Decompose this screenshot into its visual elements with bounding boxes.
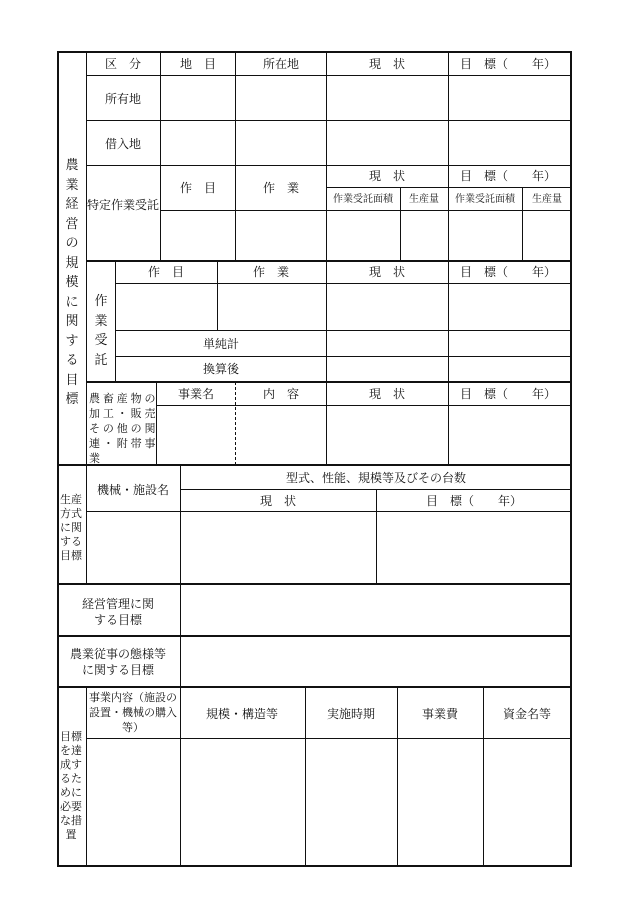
divider-section4 <box>57 686 572 688</box>
tokutei-qty2: 生産量 <box>532 194 562 205</box>
method-mokuhyo: 目 標（ 年） <box>425 494 523 508</box>
sj-mokuhyo: 目 標（ 年） <box>459 265 557 279</box>
col-line <box>326 51 327 261</box>
col-line <box>180 465 181 584</box>
kako-label: 農畜産物の加工・販売その他の関連・附帯事業 <box>89 392 156 465</box>
col-line <box>180 585 181 687</box>
row-line <box>115 283 572 284</box>
tokutei-sakumoku: 作 目 <box>179 181 217 195</box>
row-line <box>160 210 572 211</box>
col-line <box>326 382 327 465</box>
side-title-measures: 目標を達成するために必要な措置 <box>60 730 82 841</box>
m-jigyohi: 事業費 <box>421 707 459 721</box>
header-kubun: 区 分 <box>104 57 142 71</box>
header-shozaichi: 所在地 <box>262 57 300 71</box>
kako-mokuhyo: 目 標（ 年） <box>459 387 557 401</box>
row-line <box>86 260 572 262</box>
col-line <box>448 261 449 382</box>
col-line <box>217 261 218 331</box>
sj-genjo: 現 状 <box>368 265 406 279</box>
row-line <box>115 356 572 357</box>
col-line <box>156 382 157 465</box>
tokutei-area2: 作業受託面積 <box>455 194 515 205</box>
m-kibo: 規模・構造等 <box>205 707 279 721</box>
header-chimoku: 地 目 <box>179 57 217 71</box>
jyuji-taiyo-label: 農業従事の態様等に関する目標 <box>69 647 166 677</box>
kako-jigyomei: 事業名 <box>177 387 215 401</box>
method-genjo: 現 状 <box>259 494 297 508</box>
sj-sagyo: 作 業 <box>252 265 290 279</box>
row-line <box>115 330 572 331</box>
row-line <box>86 511 180 512</box>
row-tokutei: 特定作業受託 <box>86 198 160 212</box>
header-genjo: 現 状 <box>368 57 406 71</box>
sj-sakumoku: 作 目 <box>147 265 185 279</box>
row-shoyu: 所有地 <box>104 92 142 106</box>
side-title-method: 生産方式に関する目標 <box>60 493 82 562</box>
row-line <box>86 165 572 166</box>
katashiki-label: 型式、性能、規模等及びその台数 <box>285 471 467 485</box>
header-mokuhyo: 目 標（ 年） <box>459 57 557 71</box>
tokutei-genjo: 現 状 <box>368 169 406 183</box>
row-line <box>86 75 572 76</box>
col-line <box>235 51 236 261</box>
tokutei-mokuhyo: 目 標（ 年） <box>459 169 557 183</box>
col-line <box>522 187 523 261</box>
col-line <box>448 382 449 465</box>
side-title-scale: 農業経営の規模に関する目標 <box>65 158 79 407</box>
row-shakunyu: 借入地 <box>104 137 142 151</box>
tokutei-qty1: 生産量 <box>409 194 439 205</box>
divider-section2 <box>57 583 572 585</box>
col-line <box>397 687 398 867</box>
divider-section3 <box>57 635 572 637</box>
col-line <box>180 687 181 867</box>
col-line <box>305 687 306 867</box>
kikai-label: 機械・施設名 <box>96 483 170 497</box>
m-jisshi: 実施時期 <box>326 707 376 721</box>
m-jigyo-naiyo: 事業内容（施設の設置・機械の購入等） <box>89 691 177 734</box>
row-line <box>86 120 572 121</box>
sj-kansango: 換算後 <box>202 362 240 376</box>
row-line <box>86 738 572 739</box>
col-line <box>115 261 116 382</box>
sagyo-jutaku-label: 作業受託 <box>94 294 108 368</box>
side-col-line <box>86 465 87 584</box>
tokutei-sagyo: 作 業 <box>262 181 300 195</box>
kako-naiyo: 内 容 <box>262 387 300 401</box>
col-line <box>448 51 449 261</box>
row-line <box>156 405 572 406</box>
dashed-col-line <box>235 382 236 465</box>
col-line <box>483 687 484 867</box>
row-line <box>86 381 572 383</box>
col-line <box>160 51 161 261</box>
col-line <box>326 261 327 382</box>
sj-tanjunkei: 単純計 <box>202 337 240 351</box>
tokutei-area1: 作業受託面積 <box>333 194 393 205</box>
row-line <box>326 187 572 188</box>
col-line <box>376 489 377 584</box>
side-col-line <box>86 51 87 465</box>
m-shikin: 資金名等 <box>502 707 552 721</box>
kako-genjo: 現 状 <box>368 387 406 401</box>
keiei-kanri-label: 経営管理に関する目標 <box>82 597 155 627</box>
col-line <box>400 187 401 261</box>
